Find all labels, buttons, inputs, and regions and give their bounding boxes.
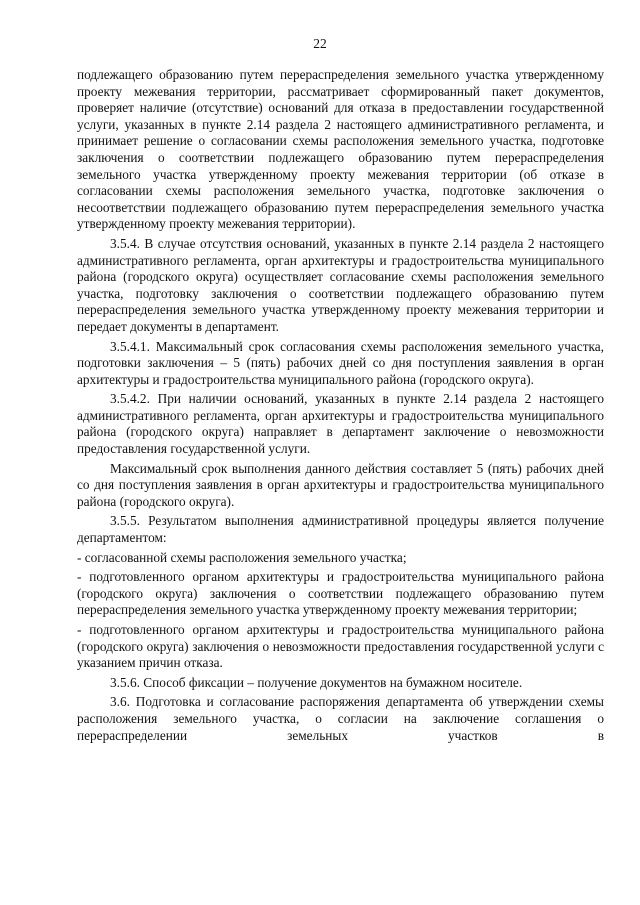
document-body xyxy=(77,67,604,747)
list-item-impossibility-conclusion: - подготовленного органом архитектуры и градостроительства муниципального района (городского округа) заключения о невозможности предоставления государственной услуги с указанием причин отказа. xyxy=(77,622,604,671)
paragraph-continuation: подлежащего образованию путем перераспределения земельного участка утвержденному проекту межевания территории, рассматривает сформированный пакет документов, проверяет наличие (отсутствие) оснований для отказа в предоставлении государственной услуги, указанных в пункте 2.14 раздела 2 настоящего административного регламента, и принимает решение о согласовании схемы расположения земельного участка, подготовке заключения о соответствии подлежащего образованию путем перераспределения земельного участка утвержденному проекту межевания территории (об отказе в согласовании схемы расположения земельного участка, подготовке заключения о несоответствии подлежащего образованию путем перераспределения земельного участка утвержденному проекту межевания территории). xyxy=(77,67,604,232)
paragraph-3-5-4-1: 3.5.4.1. Максимальный срок согласования схемы расположения земельного участка, подготовки заключения – 5 (пять) рабочих дней со дня поступления заявления в орган архитектуры и градостроительства муниципального района (городского округа). xyxy=(77,338,604,387)
paragraph-3-5-5: 3.5.5. Результатом выполнения административной процедуры является получение департаментом: xyxy=(77,513,604,546)
paragraph-3-5-6: 3.5.6. Способ фиксации – получение документов на бумажном носителе. xyxy=(110,674,523,690)
paragraph-max-term: Максимальный срок выполнения данного действия составляет 5 (пять) рабочих дней со дня поступления заявления в орган архитектуры и градостроительства муниципального района (городского округа). xyxy=(77,460,604,509)
paragraph-3-6: 3.6. Подготовка и согласование распоряжения департамента об утверждении схемы расположения земельного участка, о согласии на заключение соглашения о перераспределении земельных участков в xyxy=(77,694,604,743)
paragraph-3-5-4: 3.5.4. В случае отсутствия оснований, указанных в пункте 2.14 раздела 2 настоящего административного регламента, орган архитектуры и градостроительства муниципального района (городского округа) осуществляет согласование схемы расположения земельного участка, подготовку заключения о соответствии подлежащего образованию путем перераспределения земельного участка утвержденному проекту межевания территории и передает документы в департамент. xyxy=(77,235,604,334)
list-item-conformity-conclusion: - подготовленного органом архитектуры и градостроительства муниципального района (городского округа) заключения о соответствии подлежащего образованию путем перераспределения земельного участка утвержденному проекту межевания территории; xyxy=(77,569,604,618)
list-item-approved-scheme: - согласованной схемы расположения земельного участка; xyxy=(77,549,407,565)
paragraph-3-5-4-2: 3.5.4.2. При наличии оснований, указанных в пункте 2.14 раздела 2 настоящего административного регламента, орган архитектуры и градостроительства муниципального района (городского округа) направляет в департамент заключение о невозможности предоставления государственной услуги. xyxy=(77,391,604,457)
page-number: 22 xyxy=(313,36,327,51)
